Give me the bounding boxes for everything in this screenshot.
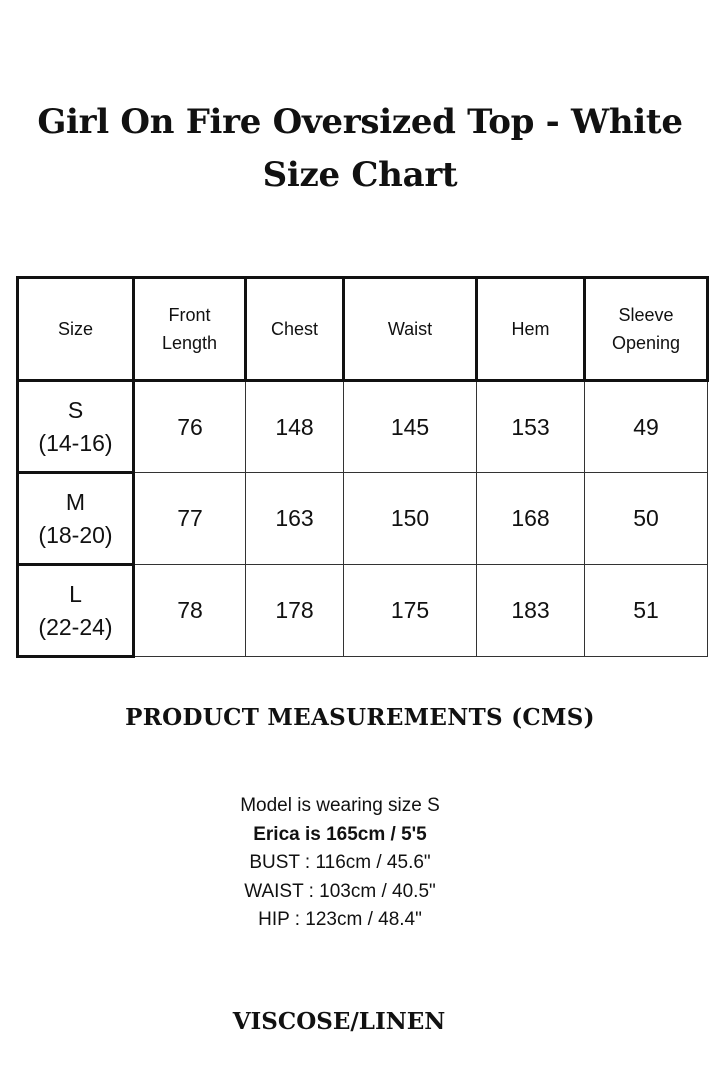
size-cell: S (14-16) bbox=[18, 381, 134, 473]
front-length-cell: 78 bbox=[134, 565, 246, 657]
header-size: Size bbox=[18, 278, 134, 381]
chest-cell: 148 bbox=[246, 381, 344, 473]
waist-cell: 175 bbox=[344, 565, 477, 657]
table-row bbox=[18, 565, 708, 657]
waist-cell: 145 bbox=[344, 381, 477, 473]
model-size-note: Model is wearing size S bbox=[240, 795, 440, 816]
sleeve-opening-cell: 51 bbox=[585, 565, 708, 657]
waist-cell: 150 bbox=[344, 473, 477, 565]
size-chart-table bbox=[16, 276, 709, 658]
size-cell: L (22-24) bbox=[18, 565, 134, 657]
model-hip: HIP : 123cm / 48.4" bbox=[258, 909, 422, 930]
title-line-1: Girl On Fire Oversized Top - White bbox=[37, 102, 683, 142]
sleeve-opening-cell: 49 bbox=[585, 381, 708, 473]
hem-cell: 168 bbox=[477, 473, 585, 565]
sleeve-opening-cell: 50 bbox=[585, 473, 708, 565]
hem-cell: 183 bbox=[477, 565, 585, 657]
chest-cell: 178 bbox=[246, 565, 344, 657]
size-cell: M (18-20) bbox=[18, 473, 134, 565]
header-front-length: Front Length bbox=[134, 278, 246, 381]
model-height: Erica is 165cm / 5'5 bbox=[253, 823, 427, 845]
model-waist: WAIST : 103cm / 40.5" bbox=[244, 880, 436, 902]
section-title: PRODUCT MEASUREMENTS (CMS) bbox=[125, 704, 595, 731]
header-chest: Chest bbox=[246, 278, 344, 381]
front-length-cell: 77 bbox=[134, 473, 246, 565]
hem-cell: 153 bbox=[477, 381, 585, 473]
fabric-composition: VISCOSE/LINEN bbox=[232, 1008, 446, 1035]
model-bust: BUST : 116cm / 45.6" bbox=[249, 852, 431, 873]
table-row bbox=[18, 473, 708, 565]
title-line-2: Size Chart bbox=[262, 155, 458, 195]
table-header-row bbox=[18, 278, 708, 381]
page-title bbox=[0, 96, 720, 202]
model-info bbox=[0, 792, 680, 935]
header-hem: Hem bbox=[477, 278, 585, 381]
front-length-cell: 76 bbox=[134, 381, 246, 473]
chest-cell: 163 bbox=[246, 473, 344, 565]
header-waist: Waist bbox=[344, 278, 477, 381]
table-row bbox=[18, 381, 708, 473]
header-sleeve-opening: Sleeve Opening bbox=[585, 278, 708, 381]
